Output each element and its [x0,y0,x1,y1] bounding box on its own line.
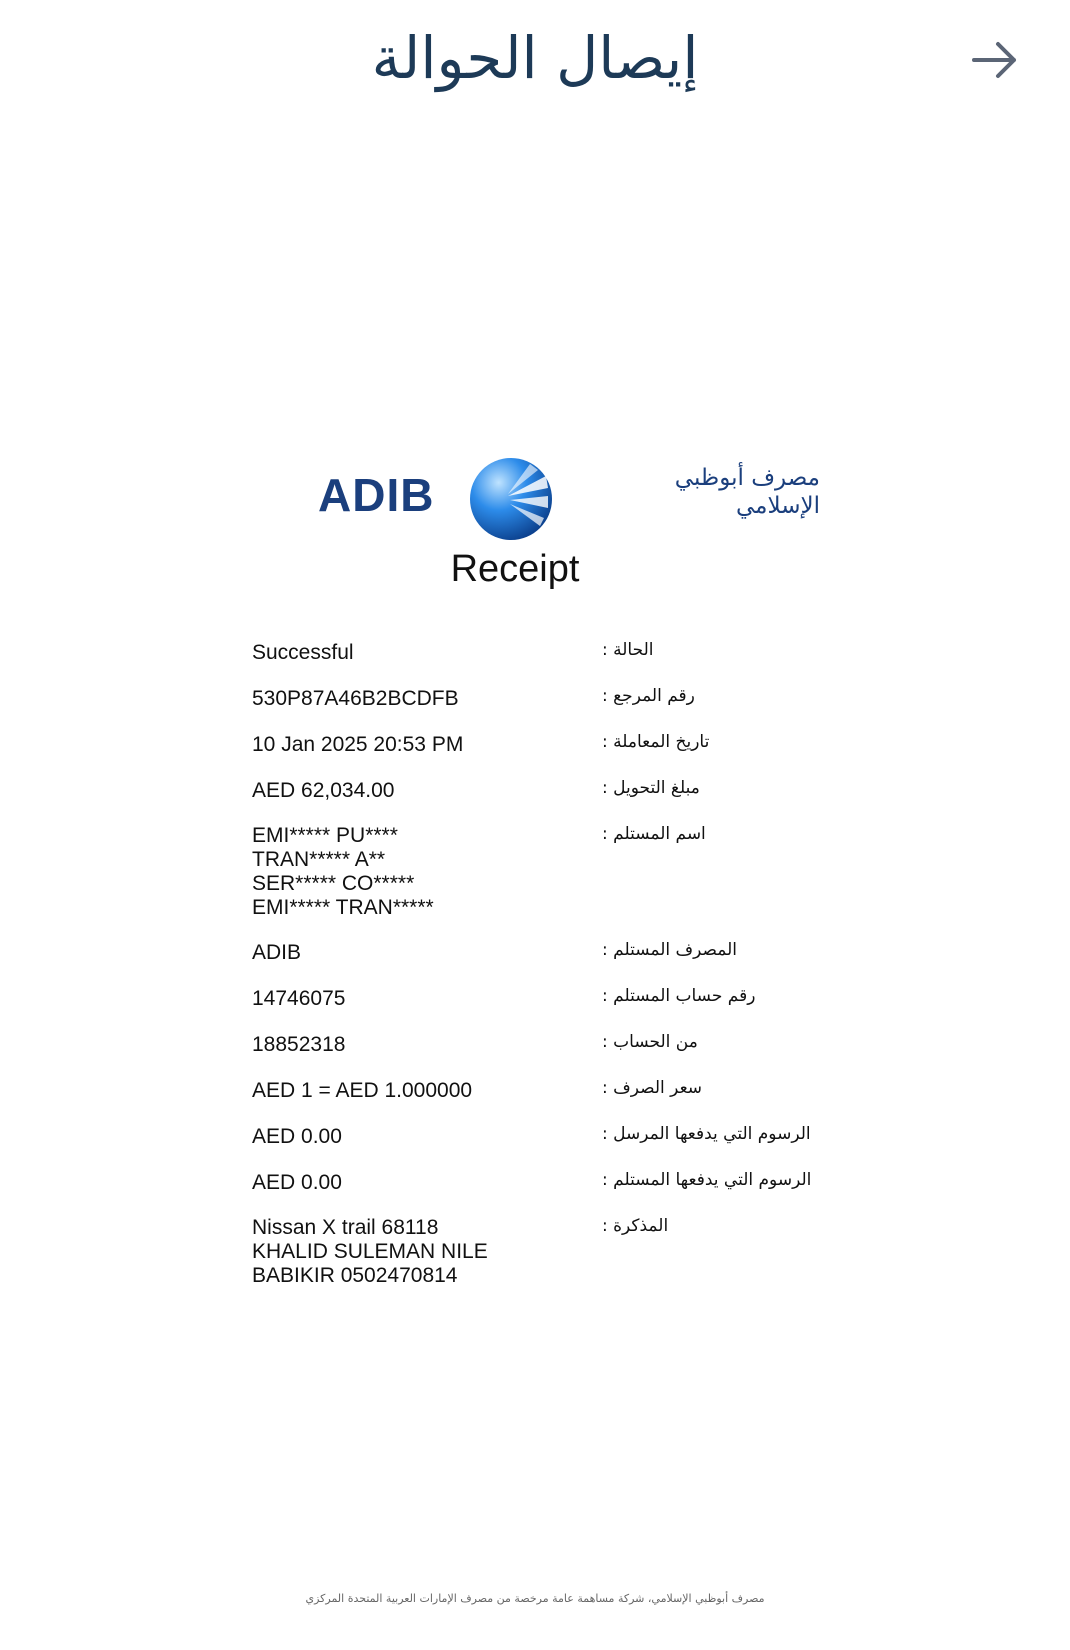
reference-label: رقم المرجع : [602,686,695,706]
beneficiary-bank-label: المصرف المستلم : [602,940,737,960]
detail-row-sender-fees [252,1124,812,1170]
bank-logo-text-ar [570,464,820,520]
reference-value: 530P87A46B2BCDFB [252,687,459,710]
sender-fees-label: الرسوم التي يدفعها المرسل : [602,1124,811,1144]
beneficiary-account-label: رقم حساب المستلم : [602,986,756,1006]
from-account-label: من الحساب : [602,1032,698,1052]
detail-row-date [252,732,812,778]
beneficiary-bank-value: ADIB [252,941,302,964]
receipt-title: Receipt [450,548,580,590]
arrow-right-icon [968,32,1024,88]
detail-row-exchange-rate [252,1078,812,1124]
transfer-amount-value: AED 62,034.00 [252,779,395,802]
receipt-details [252,640,812,1296]
transfer-amount-label: مبلغ التحويل : [602,778,700,798]
detail-row-reference [252,686,812,732]
from-account-value: 18852318 [252,1033,346,1056]
status-label: الحالة : [602,640,654,660]
status-value: Successful [252,641,354,664]
beneficiary-fees-value: AED 0.00 [252,1171,342,1194]
detail-row-beneficiary-bank [252,940,812,986]
bank-logo-text-en: ADIB [318,469,435,521]
globe-icon [468,456,554,542]
detail-row-status [252,640,812,686]
exchange-rate-value: AED 1 = AED 1.000000 [252,1079,473,1102]
bank-logo-ar-line1: مصرف أبوظبي [674,465,820,491]
detail-row-beneficiary-name [252,824,812,940]
detail-row-memo [252,1216,812,1296]
beneficiary-fees-label: الرسوم التي يدفعها المستلم : [602,1170,812,1190]
beneficiary-name-value: EMI***** PU**** TRAN***** A** SER***** CO***** EMI***** TRAN***** [252,824,434,919]
memo-label: المذكرة : [602,1216,669,1236]
bank-logo-ar-line2: الإسلامي [736,493,820,519]
detail-row-beneficiary-fees [252,1170,812,1216]
sender-fees-value: AED 0.00 [252,1125,342,1148]
page-title: إيصال الحوالة [371,24,699,92]
detail-row-amount [252,778,812,824]
transaction-date-label: تاريخ المعاملة : [602,732,710,752]
back-button[interactable] [968,32,1024,88]
exchange-rate-label: سعر الصرف : [602,1078,703,1098]
detail-row-beneficiary-account [252,986,812,1032]
bank-logo [318,452,818,542]
beneficiary-name-label: اسم المستلم : [602,824,706,844]
detail-row-from-account [252,1032,812,1078]
legal-footer: مصرف أبوظبي الإسلامي، شركة مساهمة عامة مرخصة من مصرف الإمارات العربية المتحدة المركزي [305,1592,765,1605]
beneficiary-account-value: 14746075 [252,987,346,1010]
memo-value: Nissan X trail 68118 KHALID SULEMAN NILE BABIKIR 0502470814 [252,1216,488,1287]
transaction-date-value: 10 Jan 2025 20:53 PM [252,733,464,756]
